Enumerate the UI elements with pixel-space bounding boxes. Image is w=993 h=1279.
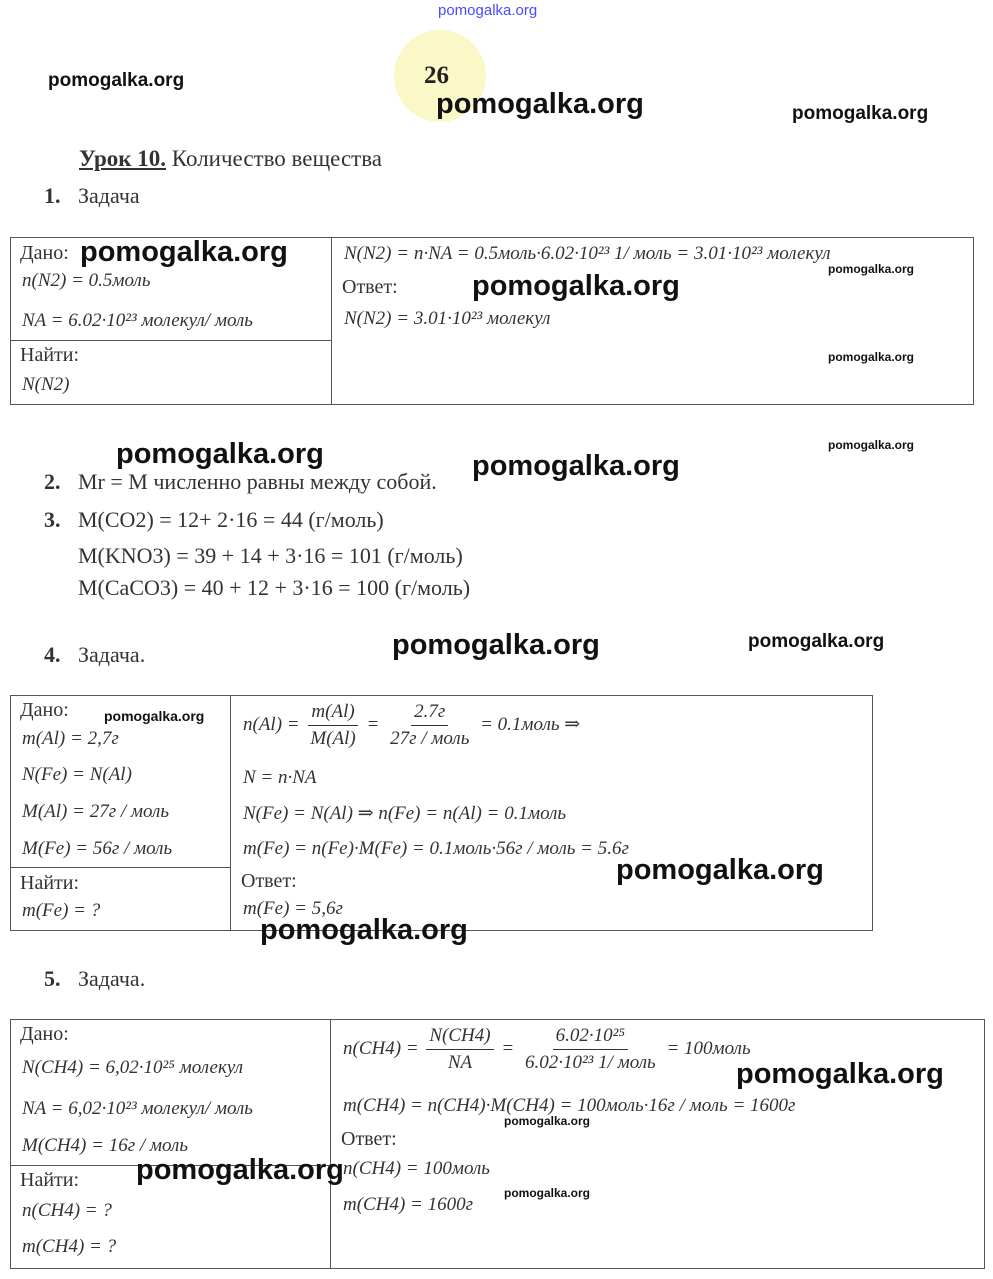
table-divider (10, 867, 231, 868)
given-label: Дано: (20, 699, 69, 721)
numerator: 6.02·10²⁵ (553, 1025, 628, 1050)
page-number: 26 (424, 62, 449, 89)
item-number: 2. (44, 469, 61, 494)
item-1 (44, 183, 140, 209)
fraction (426, 1025, 493, 1074)
task5-formula-2: m(CH4) = n(CH4)·M(CH4) = 100моль·16г / моль = 1600г (343, 1095, 796, 1116)
formula-result: = 0.1моль ⇒ (480, 713, 581, 735)
task1-solution: N(N2) = n·NA = 0.5моль·6.02·10²³ 1/ моль = 3.01·10²³ молекул (344, 243, 831, 264)
item-text: Mr = M численно равны между собой. (78, 469, 437, 494)
table-divider (331, 237, 332, 404)
equals: = (501, 1037, 515, 1059)
numerator: 2.7г (411, 701, 448, 726)
answer-label: Ответ: (341, 1128, 397, 1150)
task5-given-2: NA = 6,02·10²³ молекул/ моль (22, 1098, 253, 1119)
table-divider (330, 1019, 331, 1268)
watermark: pomogalka.org (472, 270, 680, 302)
task4-answer: m(Fe) = 5,6г (243, 898, 343, 919)
task4-formula-3: N(Fe) = N(Al) ⇒ n(Fe) = n(Al) = 0.1моль (243, 803, 567, 824)
watermark: pomogalka.org (80, 236, 288, 268)
watermark: pomogalka.org (472, 450, 680, 482)
lesson-label: Урок 10. (79, 146, 167, 171)
watermark: pomogalka.org (436, 88, 644, 120)
formula-lhs: n(CH4) = (343, 1037, 419, 1059)
watermark: pomogalka.org (828, 350, 915, 364)
item-3-line-3: M(CaCO3) = 40 + 12 + 3·16 = 100 (г/моль) (78, 575, 471, 600)
watermark: pomogalka.org (616, 854, 824, 886)
watermark: pomogalka.org (48, 70, 185, 91)
watermark: pomogalka.org (504, 1114, 591, 1128)
item-3-line-2: M(KNO3) = 39 + 14 + 3·16 = 101 (г/моль) (78, 543, 463, 568)
fraction (307, 701, 358, 750)
watermark: pomogalka.org (116, 438, 324, 470)
item-2 (44, 469, 437, 495)
watermark: pomogalka.org (792, 103, 929, 124)
task4-find: m(Fe) = ? (22, 900, 101, 921)
watermark: pomogalka.org (828, 438, 915, 452)
task5-find-2: m(CH4) = ? (22, 1236, 117, 1257)
table-divider (230, 695, 231, 930)
watermark: pomogalka.org (828, 262, 915, 276)
find-label: Найти: (20, 1169, 80, 1191)
watermark-top: pomogalka.org (438, 2, 538, 19)
table-divider (10, 340, 332, 341)
task4-formula-2: N = n·NA (243, 767, 317, 788)
given-label: Дано: (20, 242, 69, 264)
equals: = (366, 713, 380, 735)
task5-find-1: n(CH4) = ? (22, 1200, 112, 1221)
task1-find: N(N2) (22, 374, 70, 395)
lesson-title (79, 146, 382, 172)
task1-given-1: n(N2) = 0.5моль (22, 270, 151, 291)
task5-given-3: M(CH4) = 16г / моль (22, 1135, 188, 1156)
watermark: pomogalka.org (504, 1186, 591, 1200)
item-3 (44, 507, 384, 533)
denominator: 6.02·10²³ 1/ моль (524, 1052, 656, 1073)
item-text: Задача. (78, 642, 146, 667)
task4-formula-4: m(Fe) = n(Fe)·M(Fe) = 0.1моль·56г / моль = 5.6г (243, 838, 629, 859)
task1-answer: N(N2) = 3.01·10²³ молекул (344, 308, 551, 329)
denominator: M(Al) (310, 728, 356, 749)
watermark: pomogalka.org (392, 629, 600, 661)
watermark: pomogalka.org (136, 1154, 344, 1186)
item-number: 3. (44, 507, 61, 532)
task4-given-2: N(Fe) = N(Al) (22, 764, 132, 785)
item-4 (44, 642, 145, 668)
lesson-name: Количество вещества (171, 146, 382, 171)
fraction (387, 701, 472, 750)
answer-label: Ответ: (342, 276, 398, 298)
watermark: pomogalka.org (736, 1058, 944, 1090)
task1-given-2: NA = 6.02·10²³ молекул/ моль (22, 310, 253, 331)
numerator: N(CH4) (426, 1025, 493, 1050)
task4-given-3: M(Al) = 27г / моль (22, 801, 169, 822)
task4-given-1: m(Al) = 2,7г (22, 728, 119, 749)
given-label: Дано: (20, 1023, 69, 1045)
watermark: pomogalka.org (260, 914, 468, 946)
answer-label: Ответ: (241, 870, 297, 892)
find-label: Найти: (20, 872, 80, 894)
task5-formula-1 (343, 1025, 751, 1074)
numerator: m(Al) (308, 701, 357, 726)
item-text: Задача. (78, 966, 146, 991)
denominator: NA (447, 1052, 473, 1073)
fraction (522, 1025, 659, 1074)
item-text: Задача (78, 183, 140, 208)
watermark: pomogalka.org (104, 708, 205, 724)
item-number: 5. (44, 966, 61, 991)
formula-lhs: n(Al) = (243, 713, 300, 735)
watermark: pomogalka.org (748, 631, 885, 652)
item-5 (44, 966, 145, 992)
denominator: 27г / моль (390, 728, 470, 749)
task5-answer-2: m(CH4) = 1600г (343, 1194, 474, 1215)
item-line: M(CO2) = 12+ 2·16 = 44 (г/моль) (78, 507, 384, 532)
item-number: 4. (44, 642, 61, 667)
formula-result: = 100моль (666, 1037, 751, 1059)
task5-answer-1: n(CH4) = 100моль (343, 1158, 490, 1179)
task5-given-1: N(CH4) = 6,02·10²⁵ молекул (22, 1057, 244, 1078)
task4-formula-1 (243, 701, 580, 750)
find-label: Найти: (20, 344, 80, 366)
task4-given-4: M(Fe) = 56г / моль (22, 838, 173, 859)
item-number: 1. (44, 183, 61, 208)
